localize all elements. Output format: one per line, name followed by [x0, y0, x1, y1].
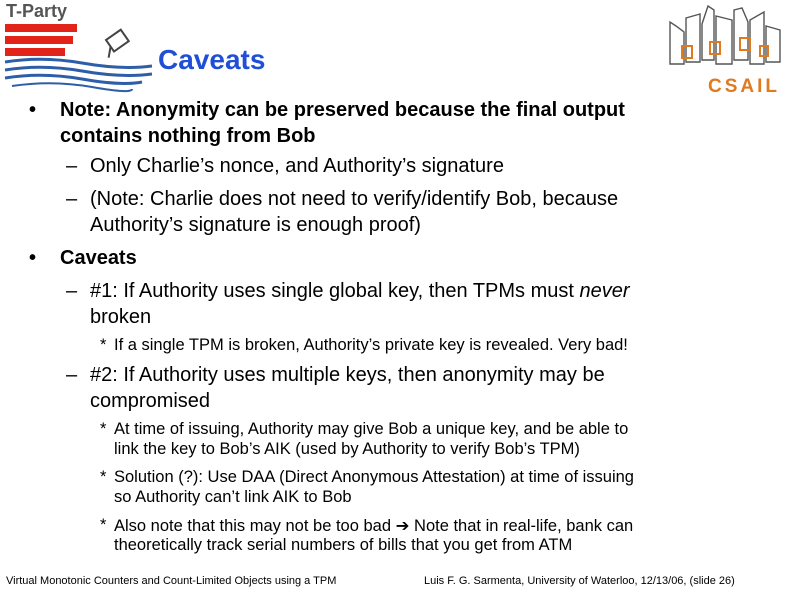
- note-text: Note that in real-life, bank can: [409, 517, 634, 535]
- sub-bullet-marker: –: [66, 188, 78, 210]
- sub-bullet-line: (Note: Charlie does not need to verify/identify Bob, because: [90, 188, 619, 210]
- note-line: At time of issuing, Authority may give Bob a unique key, and be able to: [114, 420, 629, 438]
- note-line-continued: so Authority can’t link AIK to Bob: [114, 488, 352, 506]
- note-line: [114, 516, 633, 536]
- note-marker: *: [100, 420, 107, 438]
- note-line: If a single TPM is broken, Authority’s private key is revealed. Very bad!: [114, 336, 628, 354]
- note-line-continued: link the key to Bob’s AIK (used by Authority to verify Bob’s TPM): [114, 440, 580, 458]
- sub-bullet-line: [90, 280, 630, 303]
- t-party-logo: [2, 0, 152, 95]
- sub-bullet-line-continued: compromised: [90, 390, 211, 412]
- arrow-icon: ➔: [395, 517, 410, 535]
- note-marker: *: [100, 468, 107, 486]
- t-party-logo-text: T-Party: [6, 1, 68, 21]
- note-line-continued: theoretically track serial numbers of bills that you get from ATM: [114, 536, 573, 554]
- t-party-logo-graphic: [2, 0, 152, 95]
- bullet-marker: •: [29, 99, 37, 121]
- slide-title: Caveats: [158, 44, 266, 75]
- csail-logo: [662, 2, 788, 98]
- sub-bullet-marker: –: [66, 364, 78, 386]
- sub-bullet-line: #2: If Authority uses multiple keys, then anonymity may be: [90, 364, 605, 386]
- sub-bullet-line: Only Charlie’s nonce, and Authority’s signature: [90, 155, 504, 177]
- bullet-line: Caveats: [60, 247, 137, 269]
- csail-logo-graphic: [662, 2, 788, 98]
- footer-left-text: Virtual Monotonic Counters and Count-Limited Objects using a TPM: [6, 575, 337, 587]
- note-marker: *: [100, 516, 107, 534]
- sub-bullet-line-continued: Authority’s signature is enough proof): [90, 214, 421, 236]
- footer-right-text: Luis F. G. Sarmenta, University of Waterloo, 12/13/06, (slide 26): [424, 575, 735, 587]
- bullet-line: Note: Anonymity can be preserved because the final output: [60, 99, 625, 121]
- bullet-line-continued: contains nothing from Bob: [60, 125, 316, 147]
- sub-bullet-marker: –: [66, 280, 78, 302]
- note-marker: *: [100, 336, 107, 354]
- emphasis-text: never: [579, 280, 630, 302]
- note-line: Solution (?): Use DAA (Direct Anonymous Attestation) at time of issuing: [114, 468, 634, 486]
- bullet-marker: •: [29, 247, 37, 269]
- note-text: Also note that this may not be too bad: [114, 517, 396, 535]
- sub-bullet-text: #1: If Authority uses single global key, then TPMs must: [90, 280, 580, 302]
- sub-bullet-line-continued: broken: [90, 306, 152, 328]
- sub-bullet-marker: –: [66, 155, 78, 177]
- csail-logo-text: CSAIL: [708, 76, 780, 97]
